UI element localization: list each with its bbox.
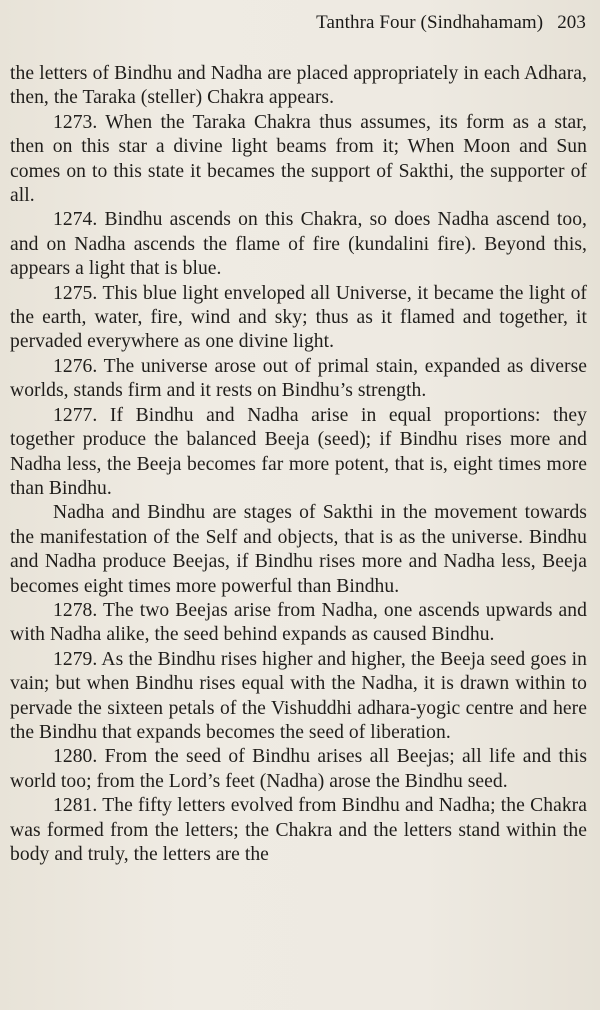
verse-1281: 1281. The fifty letters evolved from Bindhu and Nadha; the Chakra was formed from the letters; the Chakra and the letters stand within the body and truly, the letters are the [10, 795, 587, 865]
verse-1278: 1278. The two Beejas arise from Nadha, one ascends upwards and with Nadha alike, the seed behind expands as caused Bindhu. [10, 599, 587, 646]
verse-1275: 1275. This blue light enveloped all Universe, it became the light of the earth, water, fire, wind and sky; thus as it flamed and together, it pervaded everywhere as one divine light. [10, 282, 587, 353]
page-body [10, 62, 587, 867]
header-title: Tanthra Four (Sindhahamam) [316, 12, 544, 33]
verse-1277: 1277. If Bindhu and Nadha arise in equal proportions: they together produce the balanced Beeja (seed); if Bindhu rises more and Nadha less, the Beeja becomes far more potent, that is, eight times more than Bindhu. [10, 404, 587, 499]
verse-1274: 1274. Bindhu ascends on this Chakra, so does Nadha ascend too, and on Nadha ascends the flame of fire (kundalini fire). Beyond this, appears a light that is blue. [10, 209, 587, 280]
verse-1276: 1276. The universe arose out of primal stain, expanded as diverse worlds, stands firm and it rests on Bindhu’s strength. [10, 355, 587, 402]
running-header [316, 12, 586, 34]
verse-1280: 1280. From the seed of Bindhu arises all Beejas; all life and this world too; from the Lord’s feet (Nadha) arose the Bindhu seed. [10, 746, 587, 792]
verse-1273: 1273. When the Taraka Chakra thus assumes, its form as a star, then on this star a divine light beams from it; When Moon and Sun comes on to this state it becames the support of Sakthi, the supporter of all. [10, 111, 587, 207]
verse-1279: 1279. As the Bindhu rises higher and higher, the Beeja seed goes in vain; but when Bindhu rises equal with the Nadha, it is drawn within to pervade the sixteen petals of the Vishuddhi adhara-yogic centre and here the Bindhu that expands becomes the seed of liberation. [10, 648, 587, 743]
paragraph-continuation: the letters of Bindhu and Nadha are placed appropriately in each Adhara, then, the Taraka (steller) Chakra appears. [10, 63, 587, 109]
page-number: 203 [557, 12, 586, 33]
commentary-paragraph: Nadha and Bindhu are stages of Sakthi in the movement towards the manifestation of the Self and objects, that is as the universe. Bindhu and Nadha produce Beejas, if Bindhu rises more and Nadha less, Beeja becomes eight times more powerful than Bindhu. [10, 502, 587, 597]
